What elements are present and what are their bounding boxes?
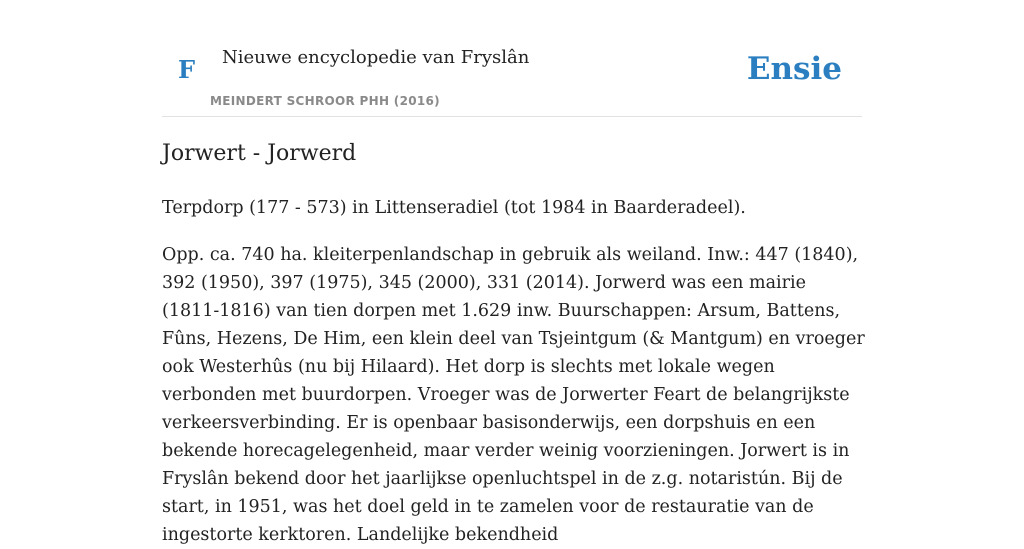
book-logo[interactable]: F	[178, 55, 196, 84]
book-title-link[interactable]: Nieuwe encyclopedie van Fryslân	[222, 47, 530, 68]
article-title: Jorwert - Jorwerd	[162, 141, 357, 166]
book-header	[162, 0, 862, 117]
article	[162, 138, 867, 549]
article-body: Opp. ca. 740 ha. kleiterpenlandschap in gebruik als weiland. Inw.: 447 (1840), 392 (1950), 397 (1975), 345 (2000), 331 (2014). Jorwerd was een mairie (1811-1816) van tien dorpen met 1.629 inw. Buurschappen: Arsum, Battens, Fûns, Hezens, De Him, een klein deel van Tsjeintgum (& Mantgum) en vroeger ook Westerhûs (nu bij Hilaard). Het dorp is slechts met lokale wegen verbonden met buurdorpen. Vroeger was de Jorwerter Feart de belangrijkste verkeersverbinding. Er is openbaar basisonderwijs, een dorpshuis en een bekende horecagelegenheid, maar verder weinig voorzieningen. Jorwert is in Fryslân bekend door het jaarlijkse openluchtspel in de z.g. notaristún. Bij de start, in 1951, was het doel geld in te zamelen voor de restauratie van de ingestorte kerktoren. Landelijke bekendheid	[162, 245, 865, 545]
ensie-logo-link[interactable]: Ensie	[746, 51, 842, 87]
article-lead: Terpdorp (177 - 573) in Littenseradiel (tot 1984 in Baarderadeel).	[162, 198, 746, 218]
book-author: MEINDERT SCHROOR PHH (2016)	[210, 94, 440, 108]
